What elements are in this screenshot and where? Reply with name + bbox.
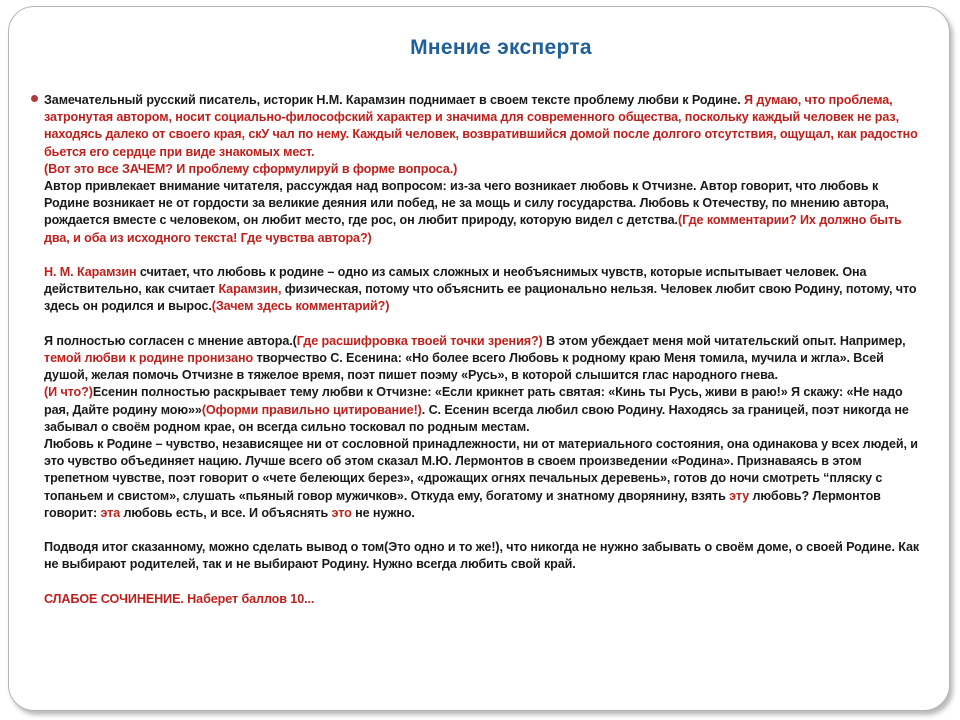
paragraph bbox=[44, 591, 924, 608]
reviewer-comment: Где расшифровка твоей точки зрения?) bbox=[296, 333, 543, 348]
paragraph bbox=[44, 92, 924, 247]
paragraph-gap bbox=[44, 522, 924, 539]
essay-text-segment: Есенин полностью раскрывает тему любви к Отчизне: «Если крикнет рать святая: «Кинь ты Русь, живи в раю!» Я скажу: «Не надо рая, Дайте родину мою»» bbox=[44, 385, 903, 417]
essay-text-segment: Автор привлекает внимание читателя, рассуждая над вопросом: из-за чего возникает любовь к Отчизне. Автор говорит, что любовь к Родине возникает не от гордости за великие деяния или побед, не за мощь и силу государства. Любовь к Отечеству, по мнению автора, рождается вместе с человеком, он любит место, где рос, он любит природу, которую видел с детства. bbox=[44, 179, 889, 228]
essay-text-segment: . С. Есенин всегда любил свою Родину. Находясь за границей, поэт никогда не забывал о своём родном крае, он всегда сильно тосковал по родным местам. bbox=[44, 402, 909, 434]
reviewer-comment: эта bbox=[100, 505, 121, 520]
essay-text bbox=[44, 92, 924, 608]
essay-text-segment: Любовь к Родине – чувство, независящее ни от сословной принадлежности, ни от материального состояния, она одинакова у всех людей, и это чувство объединяет нацию. Лучше всего об этом сказал М.Ю. Лермонтов в своем произведении «Родина». Признаваясь в этом трепетном чувстве, поэт говорит о «чете белеющих берез», «дрожащих огнях печальных деревень», готов до ночи смотреть “пляску с топаньем и свистом», слушать «пьяный говор мужичков». Откуда ему, богатому и знатному дворянину, взять bbox=[44, 437, 918, 503]
essay-text-segment: творчество С. Есенина: «Но более всего Любовь к родному краю Меня томила, мучила и жгла». Всей душой, желая помочь Отчизне в тяжелое время, поэт пишет поэму «Русь», в которой слышится глас народного гнева. bbox=[44, 351, 884, 383]
reviewer-comment: (Оформи правильно цитирование!) bbox=[201, 402, 422, 417]
essay-text-segment: любовь есть, и все. И объяснять bbox=[120, 505, 332, 520]
essay-text-segment: Я полностью согласен с мнение автора.( bbox=[44, 333, 297, 348]
essay-text-segment: Подводя итог сказанному, можно сделать вывод о том(Это одно и то же!), что никогда не нужно забывать о своём доме, о своей Родине. Как не выбирают родителей, так и не выбирают Родину. Нужно всегда любить свой край. bbox=[44, 540, 920, 572]
paragraph bbox=[44, 539, 924, 573]
reviewer-comment: (Где комментарии? Их должно быть два, и оба из исходного текста! Где чувства автора?) bbox=[44, 213, 902, 245]
essay-text-segment: не нужно. bbox=[351, 505, 415, 520]
page-title: Мнение эксперта bbox=[410, 36, 592, 59]
essay-text-segment: В этом убеждает меня мой читательский опыт. Например, bbox=[542, 333, 906, 348]
reviewer-comment: Я думаю, что проблема, затронутая автором, носит социально-философский характер и значима для современного общества, поскольку каждый человек не раз, находясь далеко от своего края, скУ чал по нему. Каждый человек, возвратившийся домой после долгого отсутствия, ощущал, как радостно бьется его сердце при виде знакомых мест. bbox=[44, 93, 918, 159]
essay-text-segment: физическая, потому что объяснить ее рационально нельзя. Человек любит свою Родину, потому, что здесь он родился и вырос. bbox=[44, 282, 917, 314]
reviewer-comment: эту bbox=[729, 488, 750, 503]
reviewer-comment: это bbox=[331, 505, 352, 520]
bullet-dot-icon bbox=[31, 95, 38, 102]
paragraph bbox=[44, 264, 924, 316]
paragraph-gap bbox=[44, 247, 924, 264]
paragraph-gap bbox=[44, 574, 924, 591]
essay-text-segment: любовь? Лермонтов говорит: bbox=[44, 488, 881, 520]
reviewer-comment: СЛАБОЕ СОЧИНЕНИЕ. Наберет баллов 10... bbox=[44, 591, 315, 606]
essay-text-segment: Замечательный русский писатель, историк Н.М. Карамзин поднимает в своем тексте проблему любви к Родине. bbox=[44, 93, 745, 107]
paragraph bbox=[44, 333, 924, 522]
paragraph-gap bbox=[44, 316, 924, 333]
reviewer-comment: темой любви к родине пронизано bbox=[44, 351, 254, 366]
reviewer-comment: (Зачем здесь комментарий?) bbox=[211, 299, 390, 314]
reviewer-comment: Н. М. Карамзин bbox=[44, 265, 137, 280]
reviewer-comment: (Вот это все ЗАЧЕМ? И проблему сформулируй в форме вопроса.) bbox=[44, 161, 458, 176]
essay-text-segment: считает, что любовь к родине – одно из самых сложных и необъяснимых чувств, которые испытывает человек. Она действительно, как считает bbox=[44, 265, 867, 297]
reviewer-comment: (И что?) bbox=[44, 385, 93, 400]
reviewer-comment: Карамзин, bbox=[218, 282, 282, 297]
